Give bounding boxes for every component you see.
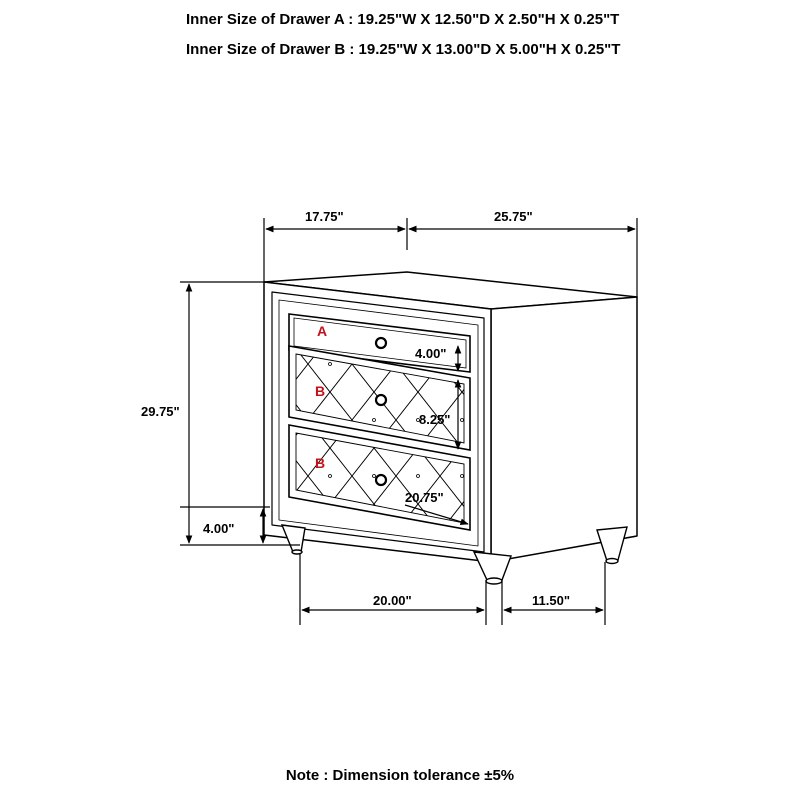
drawer-a-height-label: 4.00": [415, 346, 447, 361]
drawer-b-lower-knob: [376, 475, 386, 485]
overall-height-label: 29.75": [141, 404, 180, 419]
drawer-a-spec: Inner Size of Drawer A : 19.25"W X 12.50"D X 2.50"H X 0.25"T: [186, 11, 620, 28]
drawer-b-lower-label: B: [315, 455, 326, 471]
drawer-a-knob: [376, 338, 386, 348]
leg-height-label: 4.00": [203, 521, 235, 536]
leg-front-right: [474, 552, 511, 580]
drawer-b-upper-label: B: [315, 383, 326, 399]
top-depth-label: 25.75": [494, 209, 533, 224]
drawer-a-label: A: [317, 323, 328, 339]
drawer-b-upper-knob: [376, 395, 386, 405]
bottom-width-label: 20.00": [373, 593, 412, 608]
drawer-b-height-label: 8.25": [419, 412, 451, 427]
cabinet-side: [491, 297, 637, 562]
leg-front-left: [282, 525, 305, 552]
leg-back-right: [597, 527, 627, 561]
drawer-b-spec: Inner Size of Drawer B : 19.25"W X 13.00"D X 5.00"H X 0.25"T: [186, 41, 621, 58]
drawer-width-label: 20.75": [405, 490, 444, 505]
bottom-depth-label: 11.50": [532, 593, 570, 608]
tolerance-note: Note : Dimension tolerance ±5%: [285, 767, 515, 784]
top-width-label: 17.75": [305, 209, 344, 224]
